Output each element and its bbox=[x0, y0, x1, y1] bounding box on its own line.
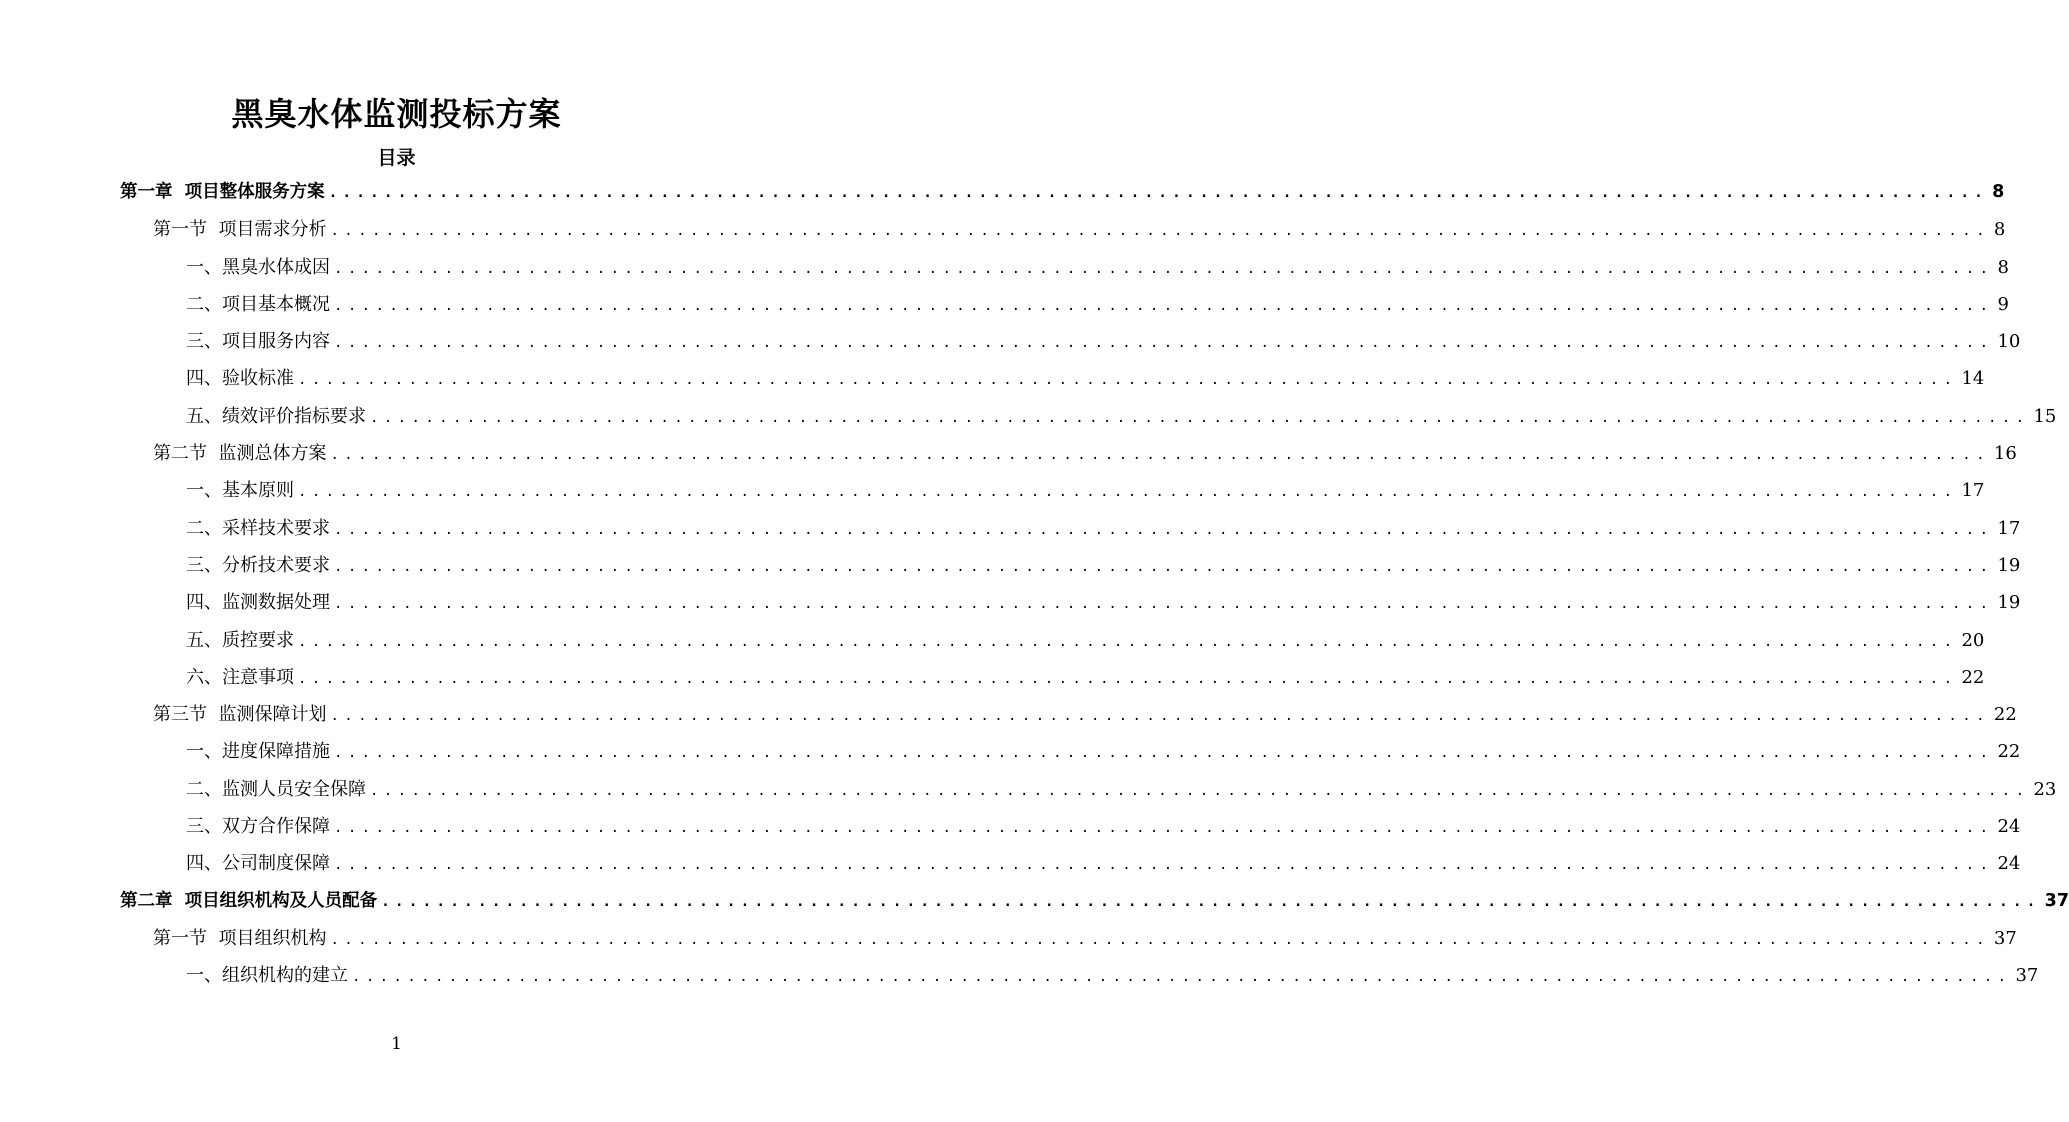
toc-entry-page-number: 24 bbox=[1997, 816, 2021, 838]
toc-subsection-entry[interactable] bbox=[120, 398, 2057, 435]
toc-subsection-entry[interactable] bbox=[120, 733, 2021, 770]
toc-heading: 目录 bbox=[377, 147, 416, 169]
toc-entry-label: 第二节 监测总体方案 bbox=[153, 443, 327, 465]
toc-entry-page-number: 8 bbox=[1993, 219, 2006, 241]
document-title: 黑臭水体监测投标方案 bbox=[231, 95, 562, 133]
toc-dot-leader: ........................................................................................................................ bbox=[334, 745, 1994, 762]
toc-entry-page-number: 16 bbox=[1993, 443, 2017, 465]
toc-dot-leader: ........................................................................................................................ bbox=[330, 447, 1990, 464]
toc-dot-leader: ........................................................................................................................ bbox=[334, 521, 1994, 538]
toc-chapter-entry[interactable] bbox=[120, 174, 2005, 211]
toc-entry-page-number: 20 bbox=[1961, 629, 1985, 651]
toc-entry-label: 第一章 项目整体服务方案 bbox=[120, 182, 325, 202]
toc-dot-leader: ........................................................................................................................ bbox=[334, 558, 1994, 575]
toc-entry-page-number: 10 bbox=[1997, 331, 2021, 353]
toc-entry-label: 五、绩效评价指标要求 bbox=[186, 405, 366, 427]
toc-subsection-entry[interactable] bbox=[120, 286, 2009, 323]
toc-dot-leader: ........................................................................................................................ bbox=[298, 484, 1958, 501]
toc-entry-label: 二、项目基本概况 bbox=[186, 293, 330, 315]
toc-entry-label: 三、双方合作保障 bbox=[186, 816, 330, 838]
page-number: 1 bbox=[391, 1034, 402, 1054]
toc-dot-leader: ........................................................................................................................ bbox=[381, 893, 2041, 910]
toc-entry-label: 二、采样技术要求 bbox=[186, 517, 330, 539]
toc-dot-leader: ........................................................................................................................ bbox=[352, 969, 2012, 986]
toc-entry-page-number: 22 bbox=[1997, 741, 2021, 763]
toc-entry-page-number: 8 bbox=[1997, 256, 2009, 278]
toc-section-entry[interactable] bbox=[120, 435, 2017, 472]
toc-subsection-entry[interactable] bbox=[120, 771, 2057, 808]
toc-entry-label: 六、注意事项 bbox=[186, 666, 294, 688]
toc-entry-page-number: 9 bbox=[1997, 293, 2009, 315]
toc-dot-leader: ........................................................................................................................ bbox=[328, 185, 1989, 201]
toc-dot-leader: ........................................................................................................................ bbox=[298, 633, 1958, 650]
table-of-contents bbox=[120, 174, 2069, 995]
toc-dot-leader: ........................................................................................................................ bbox=[334, 820, 1994, 837]
toc-section-entry[interactable] bbox=[120, 696, 2017, 733]
toc-dot-leader: ........................................................................................................................ bbox=[334, 857, 1994, 874]
toc-dot-leader: ........................................................................................................................ bbox=[298, 670, 1958, 687]
toc-dot-leader: ........................................................................................................................ bbox=[334, 297, 1994, 314]
toc-subsection-entry[interactable] bbox=[120, 249, 2009, 286]
toc-entry-page-number: 17 bbox=[1961, 480, 1985, 502]
toc-subsection-entry[interactable] bbox=[120, 510, 2021, 547]
toc-entry-page-number: 37 bbox=[2044, 890, 2069, 911]
toc-subsection-entry[interactable] bbox=[120, 584, 2021, 621]
toc-subsection-entry[interactable] bbox=[120, 659, 1985, 696]
toc-subsection-entry[interactable] bbox=[120, 845, 2021, 882]
toc-entry-page-number: 37 bbox=[1993, 927, 2017, 949]
toc-dot-leader: ........................................................................................................................ bbox=[334, 596, 1994, 613]
toc-entry-label: 第三节 监测保障计划 bbox=[153, 704, 327, 726]
toc-entry-label: 五、质控要求 bbox=[186, 629, 294, 651]
toc-dot-leader: ........................................................................................................................ bbox=[298, 372, 1958, 389]
toc-entry-label: 三、分析技术要求 bbox=[186, 554, 330, 576]
toc-dot-leader: ........................................................................................................................ bbox=[330, 931, 1990, 948]
toc-chapter-entry[interactable] bbox=[120, 883, 2069, 920]
toc-entry-page-number: 19 bbox=[1997, 592, 2021, 614]
toc-subsection-entry[interactable] bbox=[120, 323, 2021, 360]
toc-section-entry[interactable] bbox=[120, 211, 2006, 248]
toc-subsection-entry[interactable] bbox=[120, 622, 1985, 659]
toc-dot-leader: ........................................................................................................................ bbox=[330, 223, 1990, 240]
toc-entry-page-number: 24 bbox=[1997, 853, 2021, 875]
toc-subsection-entry[interactable] bbox=[120, 360, 1985, 397]
toc-entry-label: 一、组织机构的建立 bbox=[186, 965, 348, 987]
toc-dot-leader: ........................................................................................................................ bbox=[334, 260, 1994, 277]
toc-subsection-entry[interactable] bbox=[120, 808, 2021, 845]
toc-entry-page-number: 8 bbox=[1992, 182, 2005, 202]
toc-entry-label: 四、公司制度保障 bbox=[186, 853, 330, 875]
toc-entry-page-number: 15 bbox=[2033, 405, 2057, 427]
toc-entry-label: 三、项目服务内容 bbox=[186, 331, 330, 353]
toc-subsection-entry[interactable] bbox=[120, 547, 2021, 584]
toc-entry-label: 四、监测数据处理 bbox=[186, 592, 330, 614]
toc-entry-label: 一、黑臭水体成因 bbox=[186, 256, 330, 278]
toc-entry-page-number: 22 bbox=[1993, 704, 2017, 726]
toc-entry-label: 第二章 项目组织机构及人员配备 bbox=[120, 890, 378, 911]
toc-subsection-entry[interactable] bbox=[120, 957, 2039, 994]
toc-entry-page-number: 14 bbox=[1961, 368, 1985, 390]
toc-entry-page-number: 17 bbox=[1997, 517, 2021, 539]
toc-entry-label: 一、基本原则 bbox=[186, 480, 294, 502]
toc-entry-label: 二、监测人员安全保障 bbox=[186, 778, 366, 800]
toc-entry-label: 四、验收标准 bbox=[186, 368, 294, 390]
toc-entry-page-number: 23 bbox=[2033, 778, 2057, 800]
toc-entry-label: 第一节 项目组织机构 bbox=[153, 927, 327, 949]
toc-entry-label: 第一节 项目需求分析 bbox=[153, 219, 327, 241]
toc-subsection-entry[interactable] bbox=[120, 472, 1985, 509]
toc-entry-page-number: 19 bbox=[1997, 554, 2021, 576]
toc-entry-label: 一、进度保障措施 bbox=[186, 741, 330, 763]
toc-dot-leader: ........................................................................................................................ bbox=[330, 708, 1990, 725]
toc-entry-page-number: 22 bbox=[1961, 666, 1985, 688]
toc-section-entry[interactable] bbox=[120, 920, 2017, 957]
toc-dot-leader: ........................................................................................................................ bbox=[370, 409, 2030, 426]
toc-entry-page-number: 37 bbox=[2015, 965, 2039, 987]
toc-dot-leader: ........................................................................................................................ bbox=[370, 782, 2030, 799]
toc-dot-leader: ........................................................................................................................ bbox=[334, 335, 1994, 352]
